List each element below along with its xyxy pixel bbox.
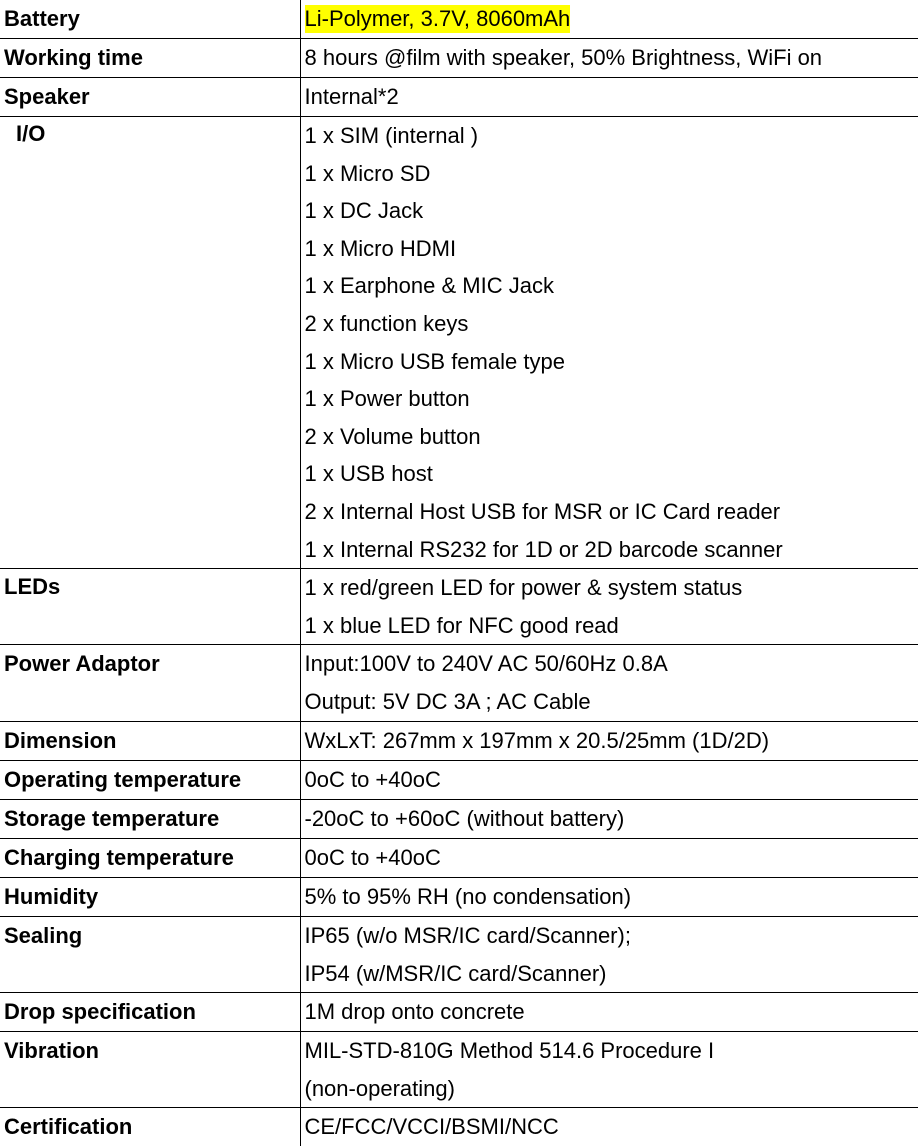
spec-value: CE/FCC/VCCI/BSMI/NCC [305,1108,918,1145]
spec-row-operating-temperature [0,761,918,800]
spec-value-cell [300,839,918,878]
spec-label: Drop specification [4,993,300,1030]
spec-value: Internal*2 [305,78,918,115]
spec-row-charging-temperature [0,839,918,878]
spec-row-speaker [0,78,918,117]
spec-value-cell [300,917,918,993]
spec-row-dimension [0,722,918,761]
spec-label: Certification [4,1108,300,1145]
spec-label-cell [0,839,300,878]
spec-value-line: 1 x Power button [305,380,918,418]
spec-row-io [0,117,918,569]
spec-label-cell [0,645,300,722]
spec-label-cell [0,1032,300,1108]
spec-label: Battery [4,0,300,37]
spec-label: Sealing [4,917,300,954]
spec-value-line: 1 x Earphone & MIC Jack [305,267,918,305]
spec-label: Humidity [4,878,300,915]
spec-label-cell [0,878,300,917]
spec-value-line: IP65 (w/o MSR/IC card/Scanner); [305,917,918,955]
spec-label-cell [0,78,300,117]
spec-row-sealing [0,917,918,993]
spec-label: LEDs [4,569,300,605]
spec-value-cell [300,761,918,800]
spec-value-cell [300,1032,918,1108]
spec-value: 0oC to +40oC [305,839,918,876]
spec-value-cell [300,878,918,917]
spec-label-cell [0,39,300,78]
spec-value-line: 1 x Micro USB female type [305,343,918,381]
spec-value-line: 2 x Internal Host USB for MSR or IC Card reader [305,493,918,531]
spec-value-line: Input:100V to 240V AC 50/60Hz 0.8A [305,645,918,683]
spec-value-cell [300,800,918,839]
spec-value: 0oC to +40oC [305,761,918,798]
spec-value-line: 2 x Volume button [305,418,918,456]
spec-label: Storage temperature [4,800,300,837]
spec-label-cell [0,917,300,993]
spec-row-power-adaptor [0,645,918,722]
spec-value: 8 hours @film with speaker, 50% Brightness, WiFi on [305,39,918,76]
highlighted-spec-value: Li-Polymer, 3.7V, 8060mAh [305,5,571,33]
spec-value-line: 2 x function keys [305,305,918,343]
spec-row-battery [0,0,918,39]
spec-label-cell [0,761,300,800]
spec-value-line: 1 x blue LED for NFC good read [305,607,918,645]
spec-label: Power Adaptor [4,645,300,682]
spec-value-line: 1 x DC Jack [305,192,918,230]
spec-label: Charging temperature [4,839,300,876]
spec-value-line: 1 x Micro HDMI [305,230,918,268]
spec-value: WxLxT: 267mm x 197mm x 20.5/25mm (1D/2D) [305,722,918,759]
spec-label: Dimension [4,722,300,759]
spec-value-line: 1 x Internal RS232 for 1D or 2D barcode scanner [305,531,918,569]
spec-label: Speaker [4,78,300,115]
spec-value-cell [300,993,918,1032]
spec-label-cell [0,722,300,761]
spec-label-cell [0,1108,300,1146]
spec-value: 5% to 95% RH (no condensation) [305,878,918,915]
spec-value-cell [300,722,918,761]
spec-row-drop-specification [0,993,918,1032]
spec-label: Working time [4,39,300,76]
spec-value-cell [300,0,918,39]
spec-label-cell [0,800,300,839]
spec-value-line: 1 x red/green LED for power & system status [305,569,918,607]
spec-value-cell [300,569,918,645]
spec-value-line: Output: 5V DC 3A ; AC Cable [305,683,918,721]
spec-value-cell [300,117,918,569]
spec-value-cell [300,1108,918,1146]
spec-value: 1M drop onto concrete [305,993,918,1030]
spec-label-cell [0,569,300,645]
spec-label-cell [0,993,300,1032]
spec-row-storage-temperature [0,800,918,839]
spec-value-line: 1 x Micro SD [305,155,918,193]
spec-value-cell [300,645,918,722]
spec-label: Operating temperature [4,761,300,798]
spec-value-line: MIL-STD-810G Method 514.6 Procedure I [305,1032,918,1070]
spec-label: Vibration [4,1032,300,1069]
spec-label-cell [0,0,300,39]
spec-row-certification [0,1108,918,1146]
spec-value-cell [300,78,918,117]
spec-label: I/O [4,117,300,148]
spec-value-line: 1 x SIM (internal ) [305,117,918,155]
spec-value-line: IP54 (w/MSR/IC card/Scanner) [305,955,918,993]
spec-label-cell [0,117,300,569]
spec-row-leds [0,569,918,645]
spec-row-vibration [0,1032,918,1108]
spec-value-line: (non-operating) [305,1070,918,1108]
spec-value-line: 1 x USB host [305,455,918,493]
spec-value-cell [300,39,918,78]
spec-row-working-time [0,39,918,78]
spec-value: -20oC to +60oC (without battery) [305,800,918,837]
spec-row-humidity [0,878,918,917]
